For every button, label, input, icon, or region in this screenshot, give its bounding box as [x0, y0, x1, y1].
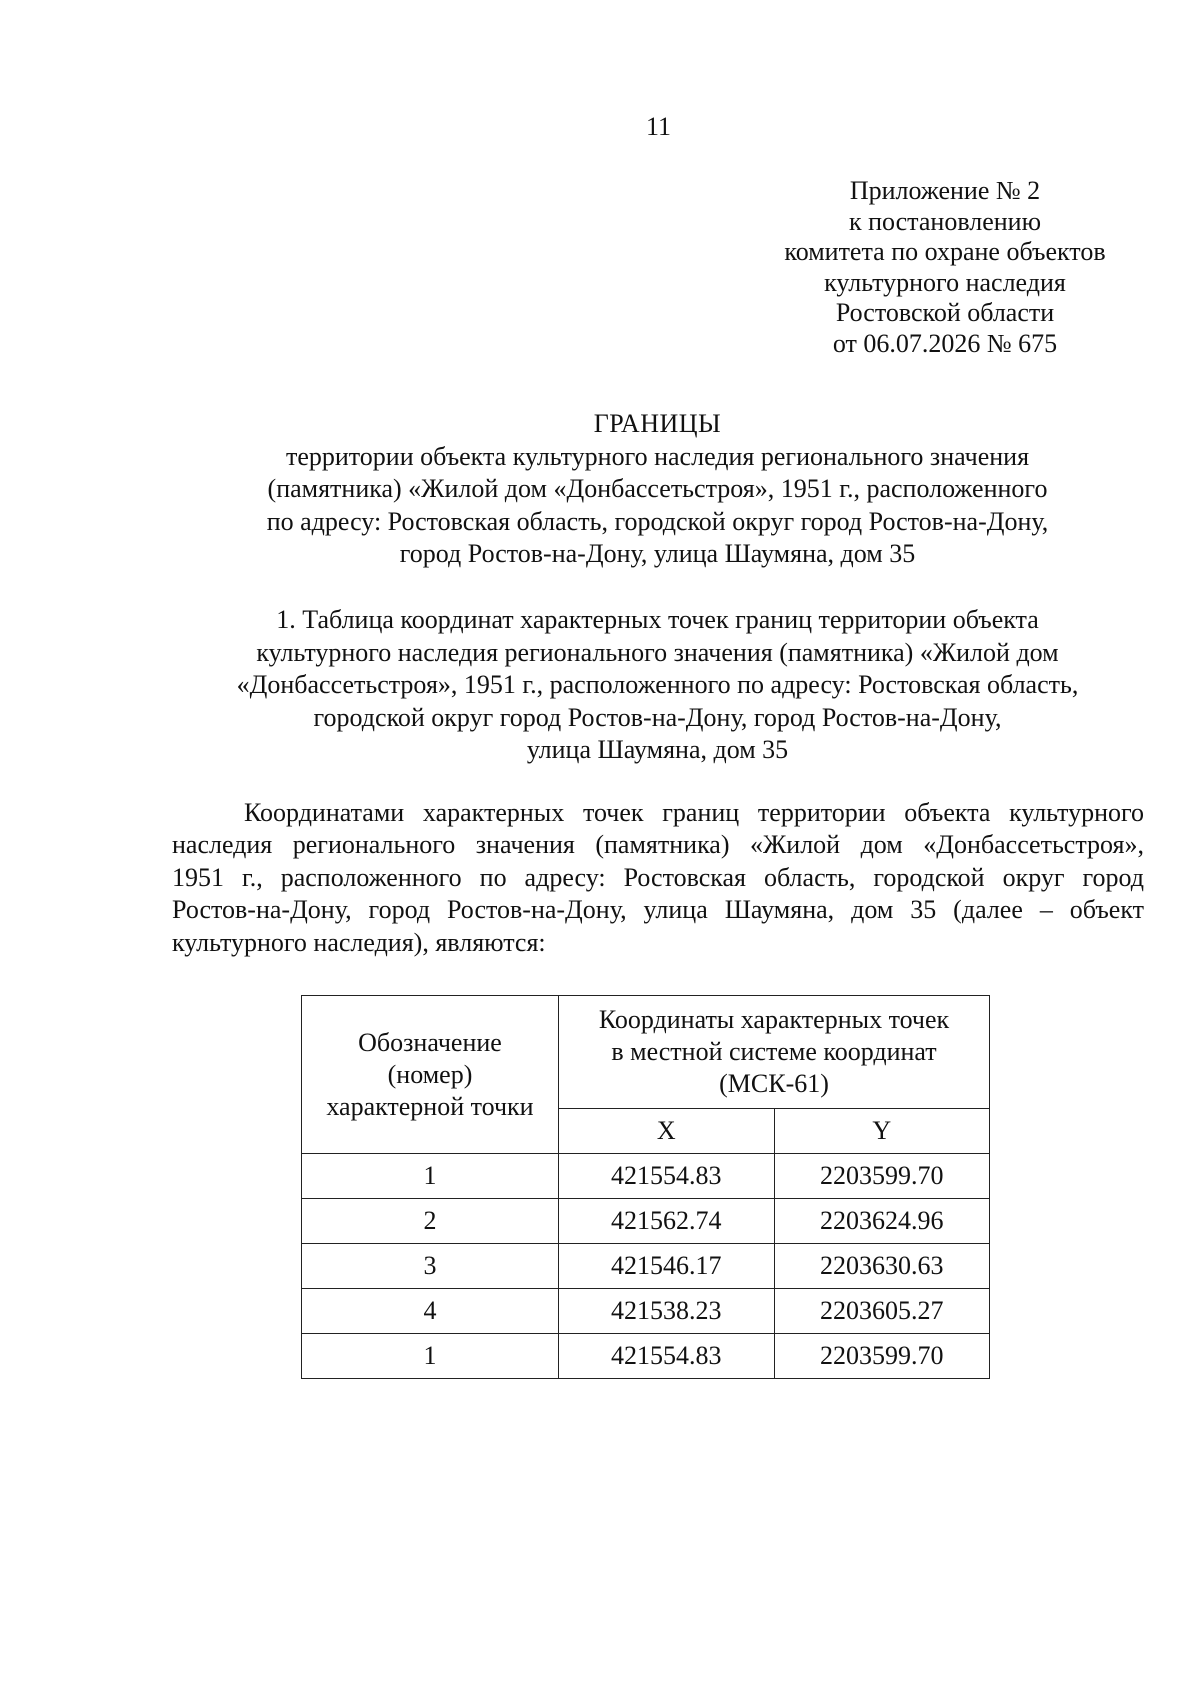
paragraph-line: Координатами характерных точек границ территории объекта культурного [244, 798, 1144, 827]
coordinates-table [301, 995, 990, 1379]
cell-y: 2203599.70 [774, 1154, 990, 1199]
section-heading-line: 1. Таблица координат характерных точек границ территории объекта [276, 605, 1039, 634]
paragraph-line: культурного наследия), являются: [172, 927, 546, 957]
cell-y: 2203599.70 [774, 1334, 990, 1379]
title-line: (памятника) «Жилой дом «Донбассетьстроя», 1951 г., расположенного [267, 474, 1048, 503]
document-title [170, 408, 1145, 571]
cell-y: 2203630.63 [774, 1244, 990, 1289]
header-designation-line: характерной точки [326, 1091, 534, 1121]
cell-y: 2203624.96 [774, 1199, 990, 1244]
appendix-line: к постановлению [848, 206, 1042, 236]
body-paragraph [172, 797, 1144, 959]
table-row [302, 1154, 990, 1199]
section-heading-line: улица Шаумяна, дом 35 [526, 735, 789, 764]
header-designation-line: (номер) [387, 1059, 473, 1089]
cell-point: 4 [302, 1289, 559, 1334]
header-designation-line: Обозначение [358, 1027, 502, 1057]
cell-x: 421554.83 [559, 1154, 775, 1199]
title-line: по адресу: Ростовская область, городской округ город Ростов-на-Дону, [266, 506, 1049, 536]
appendix-line: Приложение № 2 [849, 176, 1041, 205]
appendix-line: от 06.07.2026 № 675 [832, 328, 1058, 358]
cell-x: 421562.74 [559, 1199, 775, 1244]
cell-x: 421546.17 [559, 1244, 775, 1289]
cell-point: 1 [302, 1154, 559, 1199]
cell-point: 2 [302, 1199, 559, 1244]
appendix-line: комитета по охране объектов [784, 237, 1106, 266]
header-y: Y [774, 1109, 990, 1154]
appendix-line: Ростовской области [835, 298, 1055, 327]
title-heading: ГРАНИЦЫ [593, 409, 722, 438]
table-row [302, 1334, 990, 1379]
table-header-row [302, 996, 990, 1109]
paragraph-line: Ростов-на-Дону, город Ростов-на-Дону, улица Шаумяна, дом 35 (далее – объект [172, 895, 1144, 925]
title-line: город Ростов-на-Дону, улица Шаумяна, дом 35 [399, 539, 916, 568]
appendix-line: культурного наследия [824, 267, 1066, 297]
table-row [302, 1199, 990, 1244]
title-line: территории объекта культурного наследия регионального значения [285, 441, 1030, 471]
cell-x: 421538.23 [559, 1289, 775, 1334]
header-coordinates-line: Координаты характерных точек [598, 1005, 950, 1034]
appendix-block [720, 176, 1170, 359]
header-x: X [559, 1109, 775, 1154]
header-coordinates-line: (МСК-61) [719, 1069, 829, 1098]
header-coordinates-line: в местной системе координат [611, 1037, 937, 1066]
paragraph-line: наследия регионального значения (памятника) «Жилой дом «Донбассетьстроя», [172, 830, 1144, 860]
section-heading [170, 604, 1145, 767]
cell-point: 3 [302, 1244, 559, 1289]
paragraph-line: 1951 г., расположенного по адресу: Ростовская область, городской округ город [172, 862, 1144, 892]
header-designation [302, 996, 559, 1154]
page-number: 11 [645, 112, 672, 141]
table-row [302, 1244, 990, 1289]
header-coordinates [559, 996, 990, 1109]
cell-x: 421554.83 [559, 1334, 775, 1379]
section-heading-line: городской округ город Ростов-на-Дону, город Ростов-на-Дону, [313, 702, 1002, 732]
section-heading-line: культурного наследия регионального значения (памятника) «Жилой дом [256, 637, 1059, 667]
section-heading-line: «Донбассетьстроя», 1951 г., расположенного по адресу: Ростовская область, [236, 670, 1079, 699]
cell-point: 1 [302, 1334, 559, 1379]
cell-y: 2203605.27 [774, 1289, 990, 1334]
table-row [302, 1289, 990, 1334]
